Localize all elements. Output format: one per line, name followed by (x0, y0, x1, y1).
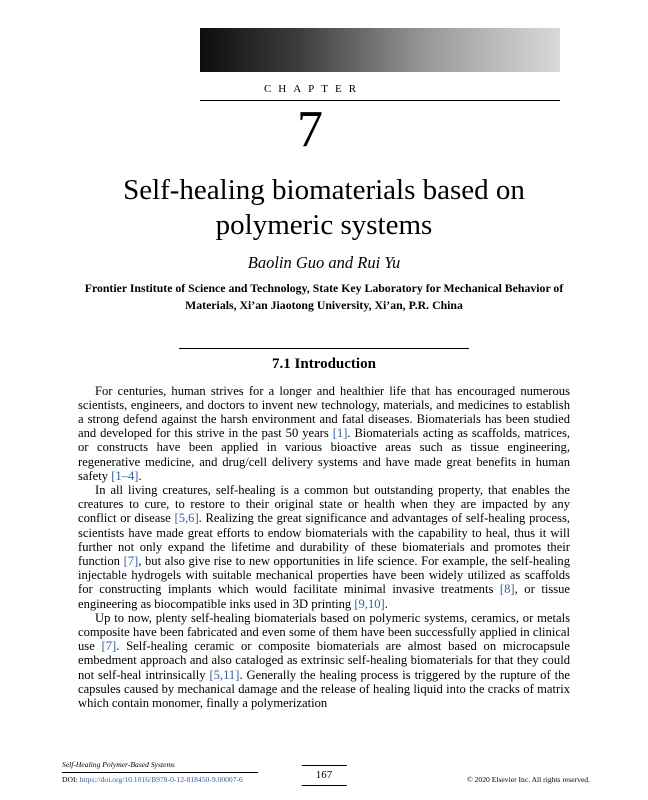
copyright-notice: © 2020 Elsevier Inc. All rights reserved. (466, 775, 590, 784)
citation-link[interactable]: [7] (101, 639, 117, 654)
chapter-heading-block (200, 83, 420, 95)
paragraph (78, 483, 570, 611)
text-run: . (384, 596, 388, 611)
footer-left-block (62, 760, 287, 784)
page-number: 167 (302, 765, 347, 786)
text-run: Up to now, plenty self-healing biomaterials based on polymeric systems, ceramics, or metals composite have been fabricated and even some of them have been successfully applied in clinical use (78, 610, 570, 654)
text-run: . Realizing the great significance and advantages of self-healing process, scientists have made great efforts to endow biomaterials with the capability to heal, thus it will further not only expand the lifetime and durability of these biomaterials and promotes their function (78, 511, 570, 568)
text-run: For centuries, human strives for a longer and healthier life that has encouraged numerous scientists, engineers, and doctors to invent new technology, materials, and medicines to establish a strong defend against the harsh environment and fatal diseases. Biomaterials has been studied and developed for this strive in the past 50 years (78, 383, 570, 441)
paragraph (78, 611, 570, 710)
citation-link[interactable]: [1–4] (111, 468, 139, 483)
text-run: . Self-healing ceramic or composite biomaterials are almost based on microcapsule embedment approach and also cataloged as extrinsic self-healing biomaterials for that they could not self-heal intrinsically (78, 639, 570, 682)
chapter-label: CHAPTER (263, 83, 364, 95)
citation-link[interactable]: [8] (499, 582, 515, 597)
citation-link[interactable]: [5,6] (174, 511, 199, 526)
citation-link[interactable]: [5,11] (209, 667, 240, 682)
chapter-number: 7 (297, 101, 323, 158)
footer-divider (62, 772, 258, 773)
chapter-banner (200, 28, 560, 158)
paragraph (78, 384, 570, 483)
section-rule (179, 348, 469, 349)
affiliation: Frontier Institute of Science and Technology, State Key Laboratory for Mechanical Behavior of Materials, Xi’an Jiaotong University, Xi’an, P.R. China (84, 281, 564, 313)
doi-label: DOI: (62, 774, 80, 784)
text-run: . Generally the healing process is triggered by the rupture of the capsules caused by mechanical damage and the release of healing liquid into the cracks of matrix which contain monomer, finally a polymerization (78, 667, 570, 710)
chapter-title: Self-healing biomaterials based on polymeric systems (123, 173, 525, 241)
doi-line (62, 775, 287, 784)
text-run: . Biomaterials acting as scaffolds, matrices, or constructs have been applied in various bioactive areas such as tissue engineering, regenerative medicine, and drug/cell delivery systems and have made great benefits in human safety (78, 426, 570, 483)
citation-link[interactable]: [7] (123, 553, 139, 568)
text-run: . (138, 468, 142, 483)
section-heading: 7.1 Introduction (272, 355, 376, 372)
authors: Baolin Guo and Rui Yu (247, 253, 401, 273)
text-run: , but also give rise to new opportunities in life science. For example, the self-healing injectable hydrogels with suitable mechanical properties have been widely utilized as scaffolds for constructing implants which would facilitate minimal invasive treatments (78, 553, 570, 597)
series-title: Self-Healing Polymer-Based Systems (62, 760, 175, 770)
text-run: , or tissue engineering as biocompatible inks used in 3D printing (78, 582, 571, 611)
citation-link[interactable]: [9,10] (354, 596, 385, 611)
citation-link[interactable]: [1] (332, 426, 348, 441)
chapter-gradient-bar (200, 28, 560, 72)
text-run: In all living creatures, self-healing is a common but outstanding property, that enables the creatures to cure, to restore to their original state or health when they are impacted by any conflict or disease (78, 482, 570, 526)
body-paragraphs (78, 384, 570, 711)
doi-link[interactable]: https://doi.org/10.1016/B978-0-12-818450-9.00007-6 (79, 774, 243, 784)
chapter-number-block (200, 103, 420, 158)
chapter-rule (200, 100, 560, 101)
